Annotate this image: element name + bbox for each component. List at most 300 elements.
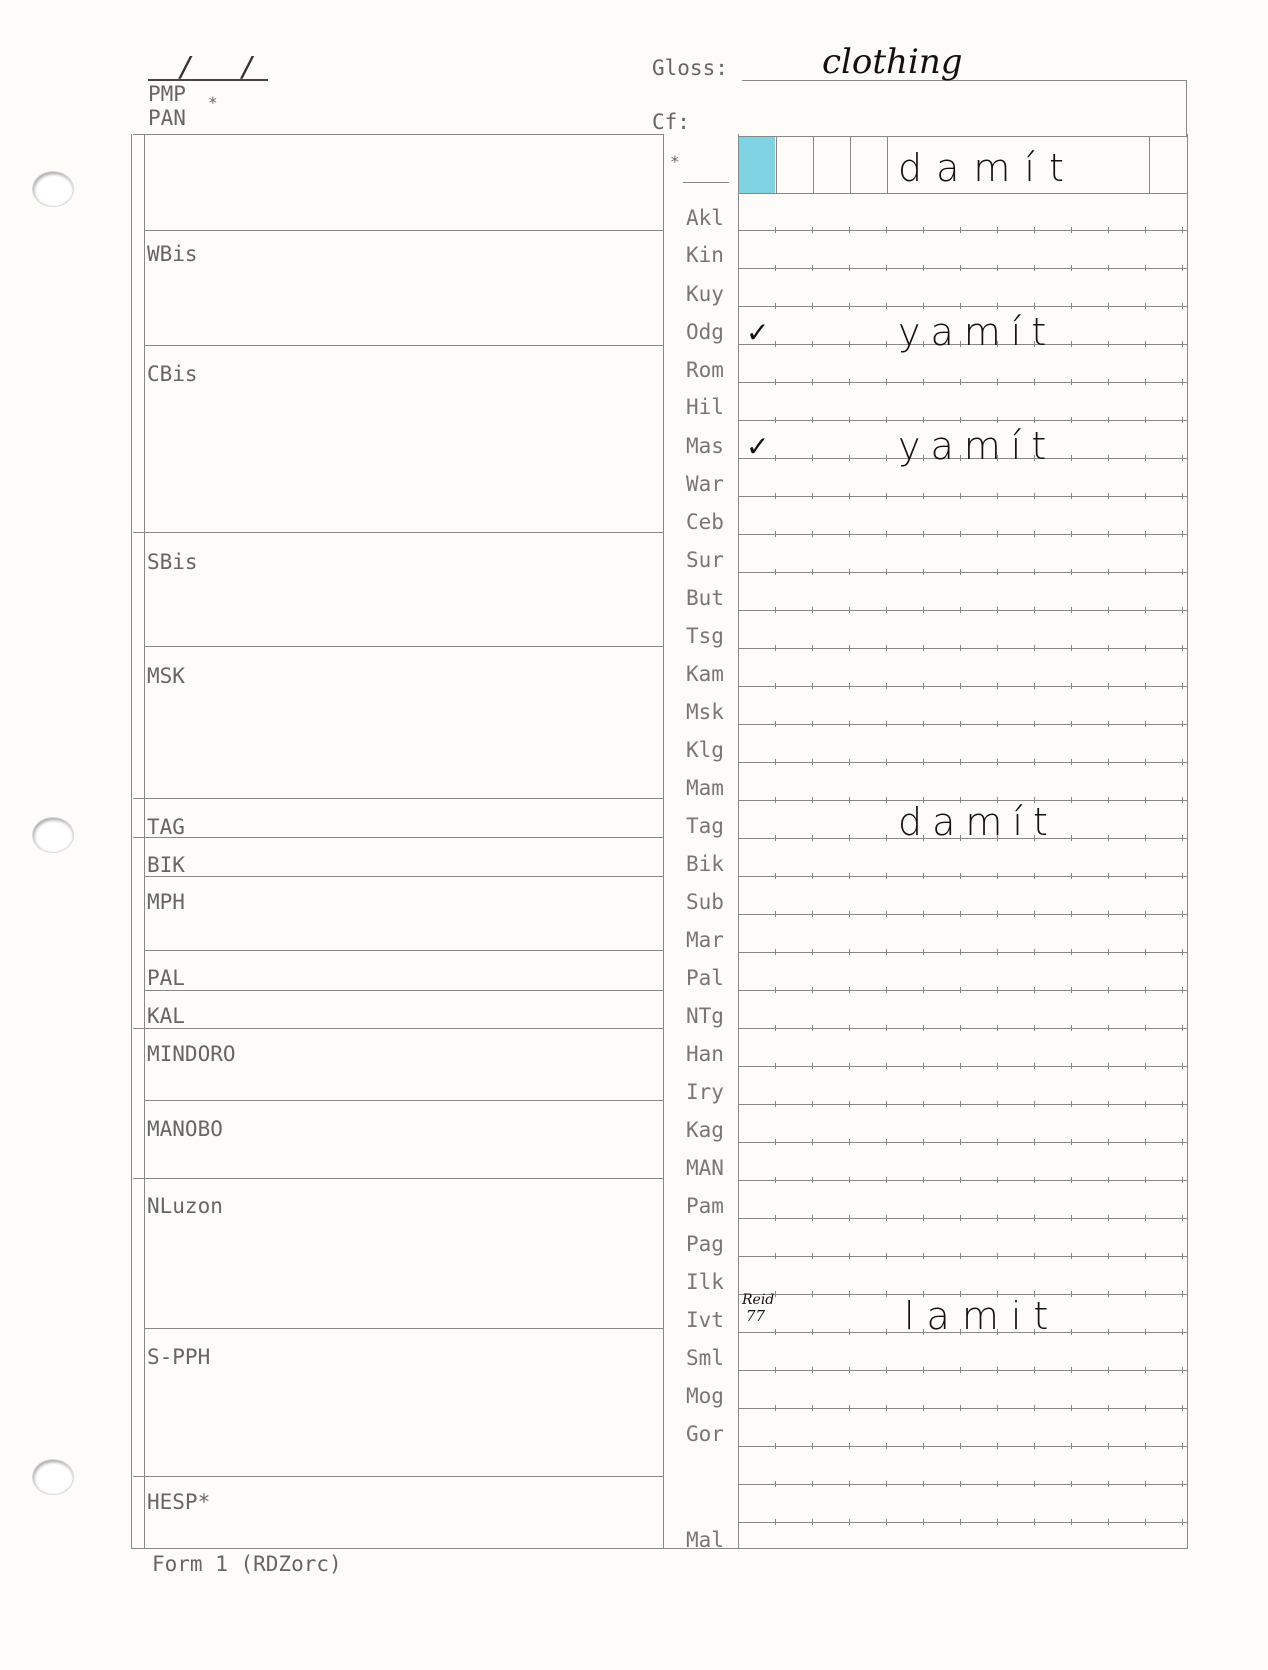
entry-tick [1034, 531, 1035, 537]
entry-tick [1071, 417, 1072, 423]
entry-tick [1071, 1329, 1072, 1335]
cf-label: Cf: [652, 110, 690, 134]
group-tag: TAG [147, 815, 185, 839]
entry-tick [1071, 1405, 1072, 1411]
entry-tick [775, 721, 776, 727]
entry-tick [812, 721, 813, 727]
entry-tick [960, 911, 961, 917]
lang-pal: Pal [686, 966, 724, 990]
entry-tick [960, 721, 961, 727]
entry-row-line [738, 914, 1187, 915]
cell-divider [1149, 136, 1150, 193]
entry-tick [1182, 1025, 1183, 1031]
entry-tick [886, 1481, 887, 1487]
entry-tick [849, 1215, 850, 1221]
entry-tick [775, 1177, 776, 1183]
entry-tick [1034, 949, 1035, 955]
entry-tick [1071, 1367, 1072, 1373]
entry-tick [775, 987, 776, 993]
entry-tick [812, 1063, 813, 1069]
entry-tick [960, 1253, 961, 1259]
entry-tick [997, 303, 998, 309]
entry-tick [1182, 949, 1183, 955]
entry-tick [812, 759, 813, 765]
entry-tick [1071, 379, 1072, 385]
entry-tick [886, 303, 887, 309]
entry-tick [1182, 1481, 1183, 1487]
entry-tick [1071, 531, 1072, 537]
entry-tick [812, 341, 813, 347]
entry-tick [1071, 721, 1072, 727]
entry-tick [886, 1063, 887, 1069]
entry-tick [1034, 873, 1035, 879]
entry-tick [1145, 1215, 1146, 1221]
entry-tick [775, 873, 776, 879]
entry-tick [997, 417, 998, 423]
entry-tick [886, 683, 887, 689]
group-s-pph: S-PPH [147, 1345, 211, 1369]
lang-mog: Mog [686, 1384, 724, 1408]
entry-tick [1145, 493, 1146, 499]
entry-tick [775, 911, 776, 917]
entry-tick [812, 1519, 813, 1525]
entry-tick [1145, 1101, 1146, 1107]
entry-tick [997, 569, 998, 575]
entry-tick [1145, 911, 1146, 917]
entry-tick [1108, 987, 1109, 993]
entry-row-line [738, 724, 1187, 725]
entry-tick [960, 493, 961, 499]
entry-tick [923, 1405, 924, 1411]
frame-left-outer [131, 134, 132, 1548]
entry-tick [1108, 911, 1109, 917]
entry-tick [997, 949, 998, 955]
entry-tick [960, 1367, 961, 1373]
group-separator [144, 990, 663, 991]
entry-tick [775, 835, 776, 841]
tag-form: damít [898, 800, 1058, 844]
group-separator [133, 532, 663, 533]
entry-tick [886, 1367, 887, 1373]
entry-tick [1034, 303, 1035, 309]
entry-tick [886, 1291, 887, 1297]
gloss-label: Gloss: [652, 56, 728, 80]
entry-tick [849, 645, 850, 651]
lang-odg: Odg [686, 320, 724, 344]
entry-tick [1182, 1177, 1183, 1183]
gloss-box-right [1186, 80, 1187, 136]
lang-column-right [738, 134, 739, 1548]
entry-tick [1182, 1291, 1183, 1297]
entry-row-line [738, 990, 1187, 991]
entry-tick [997, 1139, 998, 1145]
entry-tick [1145, 683, 1146, 689]
frame-top-left [133, 134, 663, 135]
lang-kuy: Kuy [686, 282, 724, 306]
entry-tick [997, 683, 998, 689]
lang-mar: Mar [686, 928, 724, 952]
entry-tick [849, 1481, 850, 1487]
entry-tick [886, 1139, 887, 1145]
entry-tick [1071, 1215, 1072, 1221]
lang-mam: Mam [686, 776, 724, 800]
odg-checkmark: ✓ [746, 316, 770, 349]
group-separator [133, 837, 663, 838]
entry-tick [849, 987, 850, 993]
ivt-form: lamit [904, 1294, 1061, 1338]
entry-row-line [738, 1218, 1187, 1219]
entry-tick [997, 759, 998, 765]
group-separator [144, 345, 663, 346]
entry-row-line [738, 952, 1187, 953]
entry-tick [923, 1063, 924, 1069]
entry-tick [1182, 341, 1183, 347]
cell-divider [776, 136, 777, 193]
entry-tick [886, 949, 887, 955]
gloss-underline [742, 80, 1186, 81]
entry-row-line [738, 268, 1187, 269]
entry-tick [960, 683, 961, 689]
odg-form: yamít [898, 310, 1057, 354]
entry-tick [812, 227, 813, 233]
entry-tick [812, 1139, 813, 1145]
entry-tick [923, 1177, 924, 1183]
date-underline [148, 79, 268, 81]
reconstruction-form: damít [898, 146, 1078, 190]
entry-tick [1034, 569, 1035, 575]
entry-tick [1145, 1291, 1146, 1297]
reconstruction-blank [683, 182, 729, 183]
entry-tick [1182, 1101, 1183, 1107]
entry-tick [1108, 455, 1109, 461]
entry-tick [960, 607, 961, 613]
entry-tick [886, 417, 887, 423]
entry-row-line [738, 686, 1187, 687]
entry-tick [1034, 1443, 1035, 1449]
group-wbis: WBis [147, 242, 198, 266]
entry-tick [1145, 1367, 1146, 1373]
entry-tick [849, 265, 850, 271]
entry-tick [1071, 911, 1072, 917]
entry-tick [775, 379, 776, 385]
entry-tick [812, 265, 813, 271]
entry-tick [775, 417, 776, 423]
entry-tick [1071, 341, 1072, 347]
entry-tick [812, 607, 813, 613]
entry-tick [849, 1177, 850, 1183]
entry-tick [812, 1215, 813, 1221]
entry-tick [1034, 607, 1035, 613]
entry-tick [886, 455, 887, 461]
entry-tick [775, 1405, 776, 1411]
group-nluzon: NLuzon [147, 1194, 223, 1218]
entry-tick [849, 1063, 850, 1069]
entry-tick [886, 265, 887, 271]
lang-ilk: Ilk [686, 1270, 724, 1294]
entry-tick [960, 379, 961, 385]
entry-tick [1182, 455, 1183, 461]
entry-tick [812, 1405, 813, 1411]
entry-tick [775, 1253, 776, 1259]
entry-tick [1071, 455, 1072, 461]
entry-tick [886, 227, 887, 233]
entry-tick [1034, 911, 1035, 917]
group-hesp: HESP* [147, 1490, 211, 1514]
entry-tick [997, 1443, 998, 1449]
entry-tick [1145, 1443, 1146, 1449]
entry-tick [923, 873, 924, 879]
entry-tick [1145, 949, 1146, 955]
entry-tick [886, 645, 887, 651]
entry-row-line [738, 1484, 1187, 1485]
entry-tick [1108, 1405, 1109, 1411]
entry-tick [849, 1291, 850, 1297]
entry-tick [923, 607, 924, 613]
entry-tick [923, 417, 924, 423]
lang-kag: Kag [686, 1118, 724, 1142]
entry-tick [1071, 493, 1072, 499]
entry-tick [1071, 569, 1072, 575]
entry-tick [960, 1443, 961, 1449]
gloss-value: clothing [822, 42, 963, 82]
entry-tick [1145, 721, 1146, 727]
entry-tick [923, 1519, 924, 1525]
lang-msk: Msk [686, 700, 724, 724]
entry-tick [1034, 227, 1035, 233]
entry-tick [960, 1405, 961, 1411]
mas-checkmark: ✓ [746, 430, 770, 463]
entry-tick [1108, 949, 1109, 955]
entry-tick [1108, 493, 1109, 499]
entry-tick [1034, 1063, 1035, 1069]
ivt-source: Reid [742, 1292, 775, 1308]
lang-pam: Pam [686, 1194, 724, 1218]
entry-tick [775, 569, 776, 575]
entry-tick [1034, 1519, 1035, 1525]
entry-row-line [738, 1142, 1187, 1143]
entry-tick [1071, 1177, 1072, 1183]
cell-divider [850, 136, 851, 193]
entry-tick [923, 531, 924, 537]
entry-tick [960, 987, 961, 993]
entry-tick [960, 1481, 961, 1487]
entry-tick [1145, 417, 1146, 423]
entry-tick [1108, 683, 1109, 689]
entry-tick [1034, 493, 1035, 499]
entry-row-line [738, 1256, 1187, 1257]
entry-tick [1145, 607, 1146, 613]
entry-tick [886, 1329, 887, 1335]
entry-tick [923, 721, 924, 727]
entry-tick [1145, 265, 1146, 271]
entry-tick [1182, 1253, 1183, 1259]
entry-tick [775, 797, 776, 803]
entry-tick [812, 1481, 813, 1487]
entry-tick [997, 873, 998, 879]
entry-tick [775, 1291, 776, 1297]
entry-tick [1182, 1367, 1183, 1373]
entry-tick [812, 569, 813, 575]
entry-tick [1145, 531, 1146, 537]
entry-tick [1145, 303, 1146, 309]
entry-tick [1108, 569, 1109, 575]
entry-tick [1182, 759, 1183, 765]
entry-tick [1071, 1025, 1072, 1031]
entry-tick [1108, 1139, 1109, 1145]
entry-tick [923, 911, 924, 917]
entry-tick [1071, 949, 1072, 955]
entry-tick [1182, 493, 1183, 499]
group-mindoro: MINDORO [147, 1042, 236, 1066]
entry-tick [1182, 607, 1183, 613]
entry-tick [849, 721, 850, 727]
entry-tick [775, 227, 776, 233]
entry-tick [1071, 759, 1072, 765]
entry-tick [849, 1405, 850, 1411]
pan-label: PAN [148, 106, 186, 130]
frame-bottom [131, 1548, 1188, 1549]
entry-tick [1108, 1329, 1109, 1335]
entry-tick [1034, 1481, 1035, 1487]
entry-tick [960, 1177, 961, 1183]
entry-tick [1182, 1215, 1183, 1221]
group-cbis: CBis [147, 362, 198, 386]
entry-tick [849, 1101, 850, 1107]
entry-tick [849, 1253, 850, 1259]
entry-tick [849, 1139, 850, 1145]
entry-tick [997, 1025, 998, 1031]
lang-pag: Pag [686, 1232, 724, 1256]
lang-iry: Iry [686, 1080, 724, 1104]
entry-tick [849, 569, 850, 575]
entry-tick [1182, 873, 1183, 879]
entry-tick [960, 1025, 961, 1031]
entry-tick [1108, 645, 1109, 651]
mas-form: yamít [898, 424, 1057, 468]
entry-tick [1108, 1519, 1109, 1525]
entry-tick [1145, 1025, 1146, 1031]
entry-tick [1145, 569, 1146, 575]
entry-tick [923, 493, 924, 499]
entry-tick [812, 1329, 813, 1335]
entry-tick [1034, 379, 1035, 385]
entry-tick [812, 493, 813, 499]
lang-but: But [686, 586, 724, 610]
entry-tick [849, 227, 850, 233]
entry-tick [997, 227, 998, 233]
cell-divider [813, 136, 814, 193]
entry-tick [849, 1519, 850, 1525]
entry-row-line [738, 1028, 1187, 1029]
entry-tick [923, 1025, 924, 1031]
entry-tick [812, 379, 813, 385]
entry-tick [997, 1215, 998, 1221]
entry-tick [1108, 873, 1109, 879]
group-separator [144, 230, 663, 231]
entry-tick [886, 987, 887, 993]
entry-row-line [738, 1370, 1187, 1371]
entry-tick [1182, 1329, 1183, 1335]
entry-tick [1182, 1519, 1183, 1525]
entry-tick [960, 873, 961, 879]
entry-tick [1145, 455, 1146, 461]
entry-tick [886, 1177, 887, 1183]
entry-tick [812, 683, 813, 689]
entry-tick [1108, 1101, 1109, 1107]
entry-tick [997, 493, 998, 499]
group-msk: MSK [147, 664, 185, 688]
entry-tick [849, 341, 850, 347]
entry-tick [775, 1063, 776, 1069]
entry-tick [960, 1063, 961, 1069]
entry-tick [960, 417, 961, 423]
entry-tick [775, 303, 776, 309]
entry-tick [1034, 1025, 1035, 1031]
entry-tick [960, 531, 961, 537]
entry-tick [849, 797, 850, 803]
lang-bik: Bik [686, 852, 724, 876]
entry-tick [775, 1481, 776, 1487]
entry-tick [849, 379, 850, 385]
entry-row-line [738, 1104, 1187, 1105]
entry-row-line [738, 230, 1187, 231]
entry-tick [1145, 341, 1146, 347]
entry-tick [775, 1101, 776, 1107]
entry-tick [1071, 265, 1072, 271]
entry-tick [812, 949, 813, 955]
entry-tick [960, 303, 961, 309]
entry-tick [1034, 683, 1035, 689]
entry-tick [1034, 417, 1035, 423]
entry-tick [849, 417, 850, 423]
entry-tick [849, 759, 850, 765]
entry-row-line [738, 534, 1187, 535]
entry-tick [1182, 721, 1183, 727]
group-kal: KAL [147, 1004, 185, 1028]
entry-tick [923, 1101, 924, 1107]
entry-tick [886, 341, 887, 347]
entry-tick [1108, 1063, 1109, 1069]
entry-tick [886, 493, 887, 499]
entry-tick [1108, 303, 1109, 309]
entry-tick [923, 265, 924, 271]
entry-tick [849, 949, 850, 955]
entry-tick [775, 493, 776, 499]
entry-tick [1182, 645, 1183, 651]
entry-tick [775, 1443, 776, 1449]
entry-tick [960, 1215, 961, 1221]
entry-tick [1071, 987, 1072, 993]
entry-row-line [738, 1180, 1187, 1181]
entry-tick [812, 1177, 813, 1183]
entry-tick [997, 721, 998, 727]
group-manobo: MANOBO [147, 1117, 223, 1141]
entry-tick [923, 683, 924, 689]
entry-tick [1182, 569, 1183, 575]
entry-tick [923, 1215, 924, 1221]
entry-tick [923, 987, 924, 993]
entry-tick [1145, 1405, 1146, 1411]
entry-tick [1145, 1253, 1146, 1259]
entry-tick [775, 265, 776, 271]
entry-tick [775, 683, 776, 689]
group-bik: BIK [147, 853, 185, 877]
entry-tick [1108, 1367, 1109, 1373]
entry-tick [923, 949, 924, 955]
entry-tick [1071, 797, 1072, 803]
entry-tick [775, 1367, 776, 1373]
entry-row-line [738, 382, 1187, 383]
